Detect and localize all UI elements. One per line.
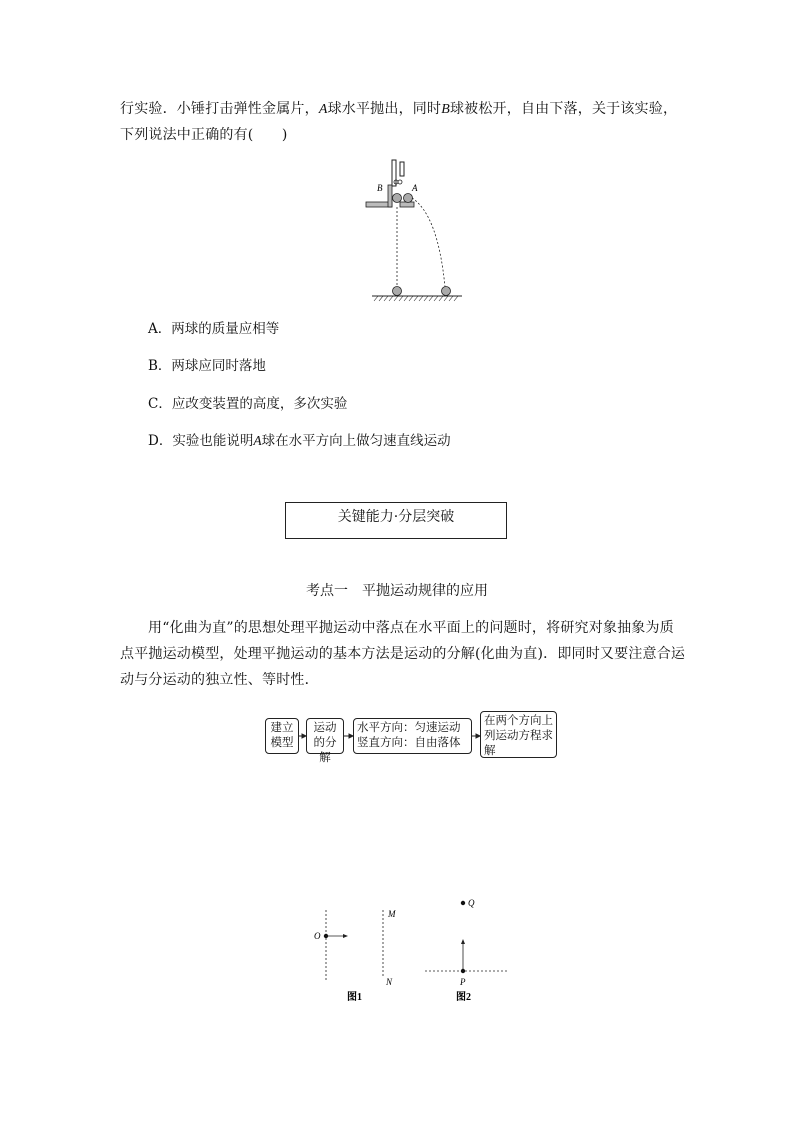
label-q: Q [468, 898, 475, 908]
flow-box-solve-l1: 在两个方向上 [484, 713, 553, 727]
body-line-2: 点平抛运动模型，处理平抛运动的基本方法是运动的分解(化曲为直)．即同时又要注意合运 [120, 646, 686, 662]
question-text-pre: 行实验．小锤打击弹性金属片， [120, 101, 319, 117]
option-c: C．应改变装置的高度，多次实验 [148, 396, 348, 412]
flow-box-model-l2: 模型 [270, 735, 294, 749]
ball-a-label: A [318, 102, 328, 117]
apparatus-label-b: B [377, 183, 383, 193]
figure-2 [420, 890, 520, 1010]
ball-b-label: B [441, 102, 450, 117]
apparatus-label-a: A [412, 183, 418, 193]
section-heading: 关键能力·分层突破 [337, 509, 455, 525]
option-d-text: D．实验也能说明 [148, 433, 254, 449]
question-text-mid: 球水平抛出，同时 [327, 101, 442, 117]
label-o: O [314, 931, 321, 941]
fig1-caption: 图1 [347, 992, 362, 1003]
flow-box-directions-l1: 水平方向：匀速运动 [357, 720, 461, 734]
flow-box-decompose-l1: 运动 [313, 720, 337, 734]
flow-box-model-l1: 建立 [270, 720, 294, 734]
flow-box-directions-l2: 竖直方向：自由落体 [357, 735, 461, 749]
question-text-post: 球被松开，自由下落，关于该实验， [449, 101, 678, 117]
flow-box-solve-l2: 列运动方程求 [484, 728, 553, 742]
body-line-1: 用“化曲为直”的思想处理平抛运动中落点在水平面上的问题时，将研究对象抽象为质 [148, 620, 674, 636]
label-m: M [388, 909, 396, 919]
flow-box-decompose-l2: 的分解 [313, 735, 337, 764]
point-p [461, 969, 465, 973]
fig2-caption: 图2 [456, 992, 471, 1003]
body-line-3: 动与分运动的独立性、等时性． [120, 672, 319, 688]
topic-title: 考点一 平抛运动规律的应用 [306, 583, 488, 599]
question-line-2: 下列说法中正确的有( ) [120, 127, 288, 143]
option-b: B．两球应同时落地 [148, 358, 266, 374]
label-p: P [460, 977, 466, 987]
option-a: A．两球的质量应相等 [148, 321, 280, 337]
point-q [461, 901, 465, 905]
label-n: N [386, 977, 393, 987]
flow-box-solve-l3: 解 [484, 743, 496, 757]
option-d-italic: A [253, 433, 262, 448]
figure-1 [305, 900, 405, 1010]
option-d-tail: 球在水平方向上做匀速直线运动 [261, 433, 451, 449]
